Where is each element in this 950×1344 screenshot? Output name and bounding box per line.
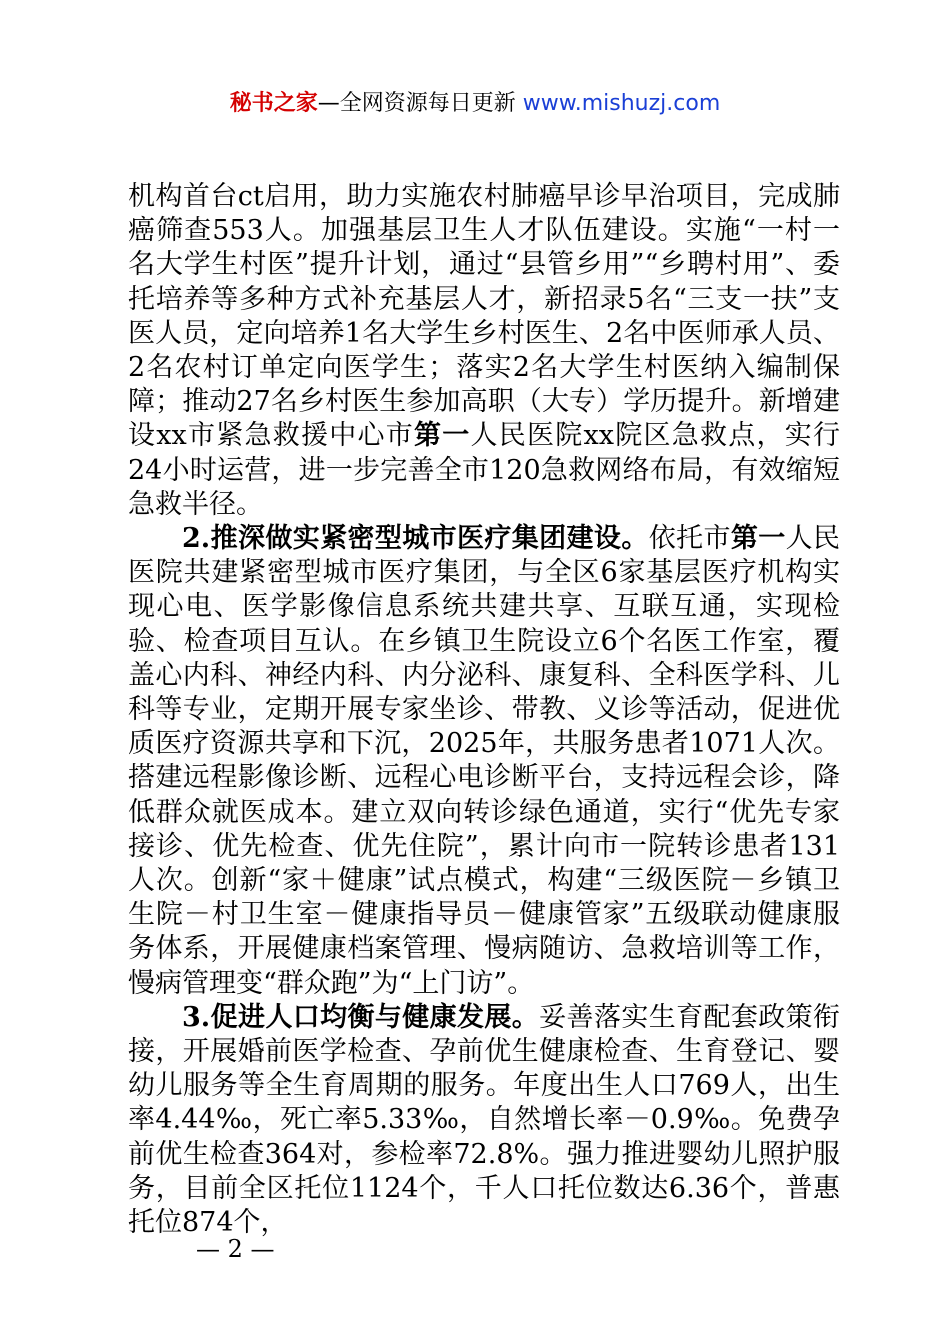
section-3-heading: 3.促进人口均衡与健康发展。	[182, 1001, 540, 1033]
site-url-link[interactable]: www.mishuzj.com	[522, 91, 721, 116]
site-header	[0, 88, 950, 120]
paragraph-1	[128, 180, 840, 522]
paragraph-2-highlight: 第一	[730, 523, 786, 555]
paragraph-2	[128, 522, 840, 1001]
brand-name: 秘书之家	[229, 91, 318, 116]
paragraph-3-text: 妥善落实生育配套政策衔接，开展婚前医学检查、孕前优生健康检查、生育登记、婴幼儿服务等全生育周期的服务。年度出生人口769人，出生率4.44‰，死亡率5.33‰，自然增长率－0.9‰。免费孕前优生检查364对，参检率72.8%。强力推进婴幼儿照护服务，目前全区托位1124个，千人口托位数达6.36个，普惠托位874个，	[128, 1001, 841, 1239]
header-slogan: —全网资源每日更新	[317, 91, 523, 116]
paragraph-1-tail: 人民医院xx院区急救点，实行24小时运营，进一步完善全市120急救网络布局，有效缩短急救半径。	[128, 420, 840, 520]
document-body	[128, 180, 840, 1240]
page-number: — 2 —	[196, 1235, 275, 1263]
paragraph-3	[128, 1001, 840, 1240]
paragraph-2-text-a: 依托市	[648, 523, 731, 555]
paragraph-1-highlight: 第一	[413, 420, 471, 452]
paragraph-2-text-b: 人民医院共建紧密型城市医疗集团，与全区6家基层医疗机构实现心电、医学影像信息系统共建共享、互联互通，实现检验、检查项目互认。在乡镇卫生院设立6个名医工作室，覆盖心内科、神经内科、内分泌科、康复科、全科医学科、儿科等专业，定期开展专家坐诊、带教、义诊等活动，促进优质医疗资源共享和下沉，2025年，共服务患者1071人次。搭建远程影像诊断、远程心电诊断平台，支持远程会诊，降低群众就医成本。建立双向转诊绿色通道，实行“优先专家接诊、优先检查、优先住院”，累计向市一院转诊患者131人次。创新“家＋健康”试点模式，构建“三级医院－乡镇卫生院－村卫生室－健康指导员－健康管家”五级联动健康服务体系，开展健康档案管理、慢病随访、急救培训等工作，慢病管理变“群众跑”为“上门访”。	[128, 523, 841, 999]
paragraph-1-text: 机构首台ct启用，助力实施农村肺癌早诊早治项目，完成肺癌筛查553人。加强基层卫生人才队伍建设。实施“一村一名大学生村医”提升计划，通过“县管乡用”“乡聘村用”、委托培养等多种方式补充基层人才，新招录5名“三支一扶”支医人员，定向培养1名大学生乡村医生、2名中医师承人员、2名农村订单定向医学生；落实2名大学生村医纳入编制保障；推动27名乡村医生参加高职（大专）学历提升。新增建设xx市紧急救援中心市	[128, 181, 840, 452]
section-2-heading: 2.推深做实紧密型城市医疗集团建设。	[182, 523, 649, 555]
